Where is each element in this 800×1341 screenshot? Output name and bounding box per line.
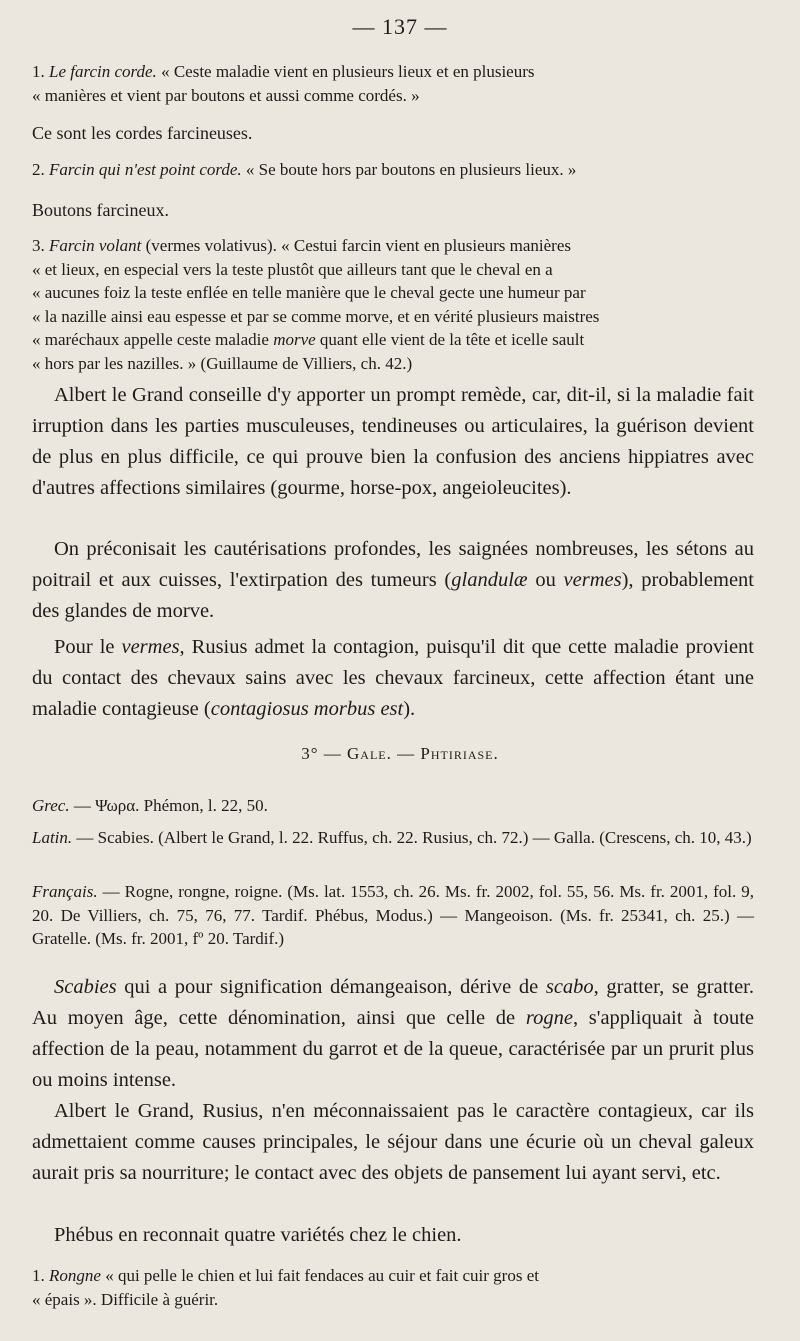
italic-term: glandulæ: [451, 569, 528, 591]
text-run: qui a pour signification démangeaison, dérive de: [116, 976, 546, 998]
italic-term: rogne: [525, 1007, 573, 1029]
text-run: Pour le: [54, 636, 122, 658]
entry-latin: [32, 826, 754, 850]
item-number: 1.: [32, 62, 45, 81]
quote-line: « manières et vient par boutons et aussi comme cordés. »: [32, 85, 420, 105]
paragraph-albert: Albert le Grand conseille d'y apporter un prompt remède, car, dit-il, si la maladie fait irruption dans les parties musculeuses, tendineuses ou articulaires, la guérison devient de plus en plus difficile, ce qui prouve bien la confusion des anciens hippiatres avec d'autres affections similaires (gourme, horse-pox, angeioleucites).: [32, 384, 754, 499]
italic-term: vermes: [121, 636, 180, 658]
quote-line: « hors par les nazilles. » (Guillaume de Villiers, ch. 42.): [32, 353, 413, 373]
paragraph-cordes: Ce sont les cordes farcineuses.: [32, 123, 253, 143]
italic-term: vermes: [563, 569, 622, 591]
heading-number: 3° —: [301, 744, 348, 763]
paragraph-boutons: Boutons farcineux.: [32, 200, 169, 220]
text-run: , gratter, se gratter. Au moyen âge, cette dénomination, ainsi que celle de: [32, 976, 754, 1029]
item-number: 3.: [32, 236, 45, 255]
item-title: Rongne: [49, 1266, 101, 1285]
section-heading: [0, 744, 800, 764]
list-item-rongne: [32, 1264, 754, 1311]
list-item-farcin-volant: [32, 234, 754, 375]
quote-line: (vermes volativus). « Cestui farcin vient en plusieurs manières: [141, 236, 571, 255]
text-run: ).: [403, 698, 416, 720]
quote-line: « Se boute hors par boutons en plusieurs lieux. »: [241, 160, 577, 179]
text-run: On préconisait les cautérisations profondes, les saignées nombreuses, les sétons au poitrail et aux cuisses, l'extirpation des tumeurs (: [32, 538, 754, 591]
item-title: Farcin volant: [49, 236, 142, 255]
text-run: ), probablement des glandes de morve.: [32, 569, 754, 622]
item-number: 2.: [32, 160, 45, 179]
text-run: ou: [527, 569, 564, 591]
heading-separator: . —: [386, 744, 421, 763]
entry-label: Français.: [32, 882, 98, 901]
entry-text: — Ψωρα. Phémon, l. 22, 50.: [69, 796, 268, 815]
quote-line: « Ceste maladie vient en plusieurs lieux et en plusieurs: [156, 62, 535, 81]
quote-line: « la nazille ainsi eau espesse et par se comme morve, et en vérité plusieurs maistres: [32, 306, 600, 326]
text-run: , s'appliquait à toute affection de la peau, notamment du garrot et de la queue, caractérisée par un prurit plus ou moins intense.: [32, 1007, 754, 1091]
heading-word: Phtiriase: [420, 744, 494, 763]
page-number: — 137 —: [352, 14, 448, 39]
italic-term: scabo: [545, 976, 594, 998]
entry-text: — Rogne, rongne, roigne. (Ms. lat. 1553, ch. 26. Ms. fr. 2002, fol. 55, 56. Ms. fr. 2001, fol. 9, 20. De Villiers, ch. 75, 76, 77. Tardif. Phébus, Modus.) — Mangeoison. (Ms. fr. 25341, ch. 25.) — Gratelle. (Ms. fr. 2001, fº 20. Tardif.): [32, 882, 754, 948]
quote-line: « aucunes foiz la teste enflée en telle manière que le cheval gecte une humeur par: [32, 283, 586, 302]
paragraph-cauterisations: [32, 534, 754, 627]
item-title: Le farcin corde.: [49, 62, 157, 81]
paragraph-contagieux: Albert le Grand, Rusius, n'en méconnaissaient pas le caractère contagieux, car ils admettaient comme causes principales, le séjour dans une écurie où un cheval galeux aurait pris sa nourriture; le contact avec des objets de pansement lui ayant servi, etc.: [32, 1100, 754, 1184]
entry-label: Grec.: [32, 796, 70, 815]
paragraph-rusius: [32, 632, 754, 725]
quote-line: « maréchaux appelle ceste maladie: [32, 330, 274, 349]
italic-term: contagiosus morbus est: [210, 698, 404, 720]
quote-line: quant elle vient de la tête et icelle sault: [315, 330, 585, 349]
list-item-farcin-corde: [32, 60, 754, 107]
entry-text: — Scabies. (Albert le Grand, l. 22. Ruffus, ch. 22. Rusius, ch. 72.) — Galla. (Crescens, ch. 10, 43.): [72, 828, 752, 847]
quote-line: « qui pelle le chien et lui fait fendaces au cuir et fait cuir gros et: [100, 1266, 539, 1285]
italic-term: Scabies: [54, 976, 117, 998]
entry-francais: [32, 880, 754, 951]
heading-end: .: [493, 744, 499, 763]
paragraph-phebus: Phébus en reconnait quatre variétés chez le chien.: [54, 1224, 462, 1246]
quote-line: « épais ». Difficile à guérir.: [32, 1289, 219, 1309]
entry-grec: [32, 794, 754, 818]
item-title: Farcin qui n'est point corde.: [49, 160, 242, 179]
heading-word: Gale: [347, 744, 387, 763]
text-run: , Rusius admet la contagion, puisqu'il dit que cette maladie provient du contact des chevaux sains avec les chevaux farcineux, cette affection étant une maladie contagieuse (: [32, 636, 754, 720]
item-number: 1.: [32, 1266, 45, 1285]
italic-term: morve: [273, 330, 316, 349]
quote-line: « et lieux, en especial vers la teste plustôt que ailleurs tant que le cheval en a: [32, 259, 553, 279]
entry-label: Latin.: [32, 828, 73, 847]
list-item-farcin-point-corde: [32, 158, 754, 182]
paragraph-scabies: [32, 972, 754, 1096]
